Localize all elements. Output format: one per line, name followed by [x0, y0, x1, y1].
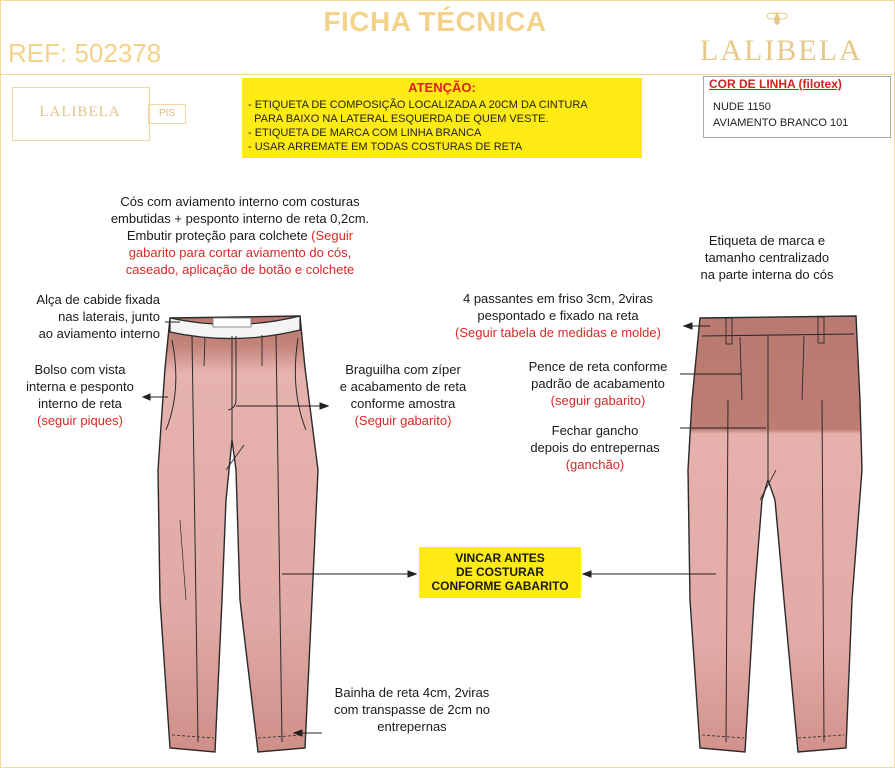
hem-note: Bainha de reta 4cm, 2viras com transpasse de 2cm no entrepernas [333, 685, 491, 734]
fly-note: Braguilha com zíper e acabamento de reta conforme amostra (Seguir gabarito) [339, 362, 467, 428]
brand-logo: LALIBELA [700, 34, 863, 67]
pocket-note: Bolso com vista interna e pesponto interno de reta (seguir piques) [26, 362, 134, 428]
belt-loops-note: 4 passantes em friso 3cm, 2viras pespontado e fixado na reta (Seguir tabela de medidas e molde) [455, 291, 661, 340]
thread-color-line: AVIAMENTO BRANCO 101 [713, 117, 849, 129]
thread-color-line: NUDE 1150 [713, 101, 771, 113]
reference-code: REF: 502378 [8, 38, 162, 68]
attention-line: - USAR ARREMATE EM TODAS COSTURAS DE RETA [248, 141, 523, 153]
hanger-loop-note: Alça de cabide fixada nas laterais, junto ao aviamento interno [36, 292, 160, 341]
attention-line: PARA BAIXO NA LATERAL ESQUERDA DE QUEM VESTE. [248, 113, 549, 125]
back-pants-drawing [688, 316, 862, 752]
front-pants-drawing [158, 316, 318, 752]
dart-note: Pence de reta conforme padrão de acabamento (seguir gabarito) [528, 359, 668, 408]
brand-label-note: Etiqueta de marca e tamanho centralizado na parte interna do cós [700, 233, 834, 282]
brand-label-text: LALIBELA [39, 104, 121, 120]
attention-line: - ETIQUETA DE MARCA COM LINHA BRANCA [248, 127, 482, 139]
attention-title: ATENÇÃO: [408, 80, 476, 95]
crotch-note: Fechar gancho depois do entrepernas (ganchão) [530, 423, 660, 472]
page-title: FICHA TÉCNICA [323, 6, 547, 37]
pis-tag: PIS [148, 104, 186, 124]
attention-line: - ETIQUETA DE COMPOSIÇÃO LOCALIZADA A 20CM DA CINTURA [248, 99, 588, 111]
thread-color-title: COR DE LINHA (filotex) [709, 77, 842, 91]
waistband-note: Cós com aviamento interno com costuras embutidas + pesponto interno de reta 0,2cm. Embutir proteção para colchete (Seguir gabarito para cortar aviamento do cós, caseado, aplicação de botão e colchete [110, 194, 370, 277]
crease-note: VINCAR ANTES DE COSTURAR CONFORME GABARITO [419, 547, 581, 598]
